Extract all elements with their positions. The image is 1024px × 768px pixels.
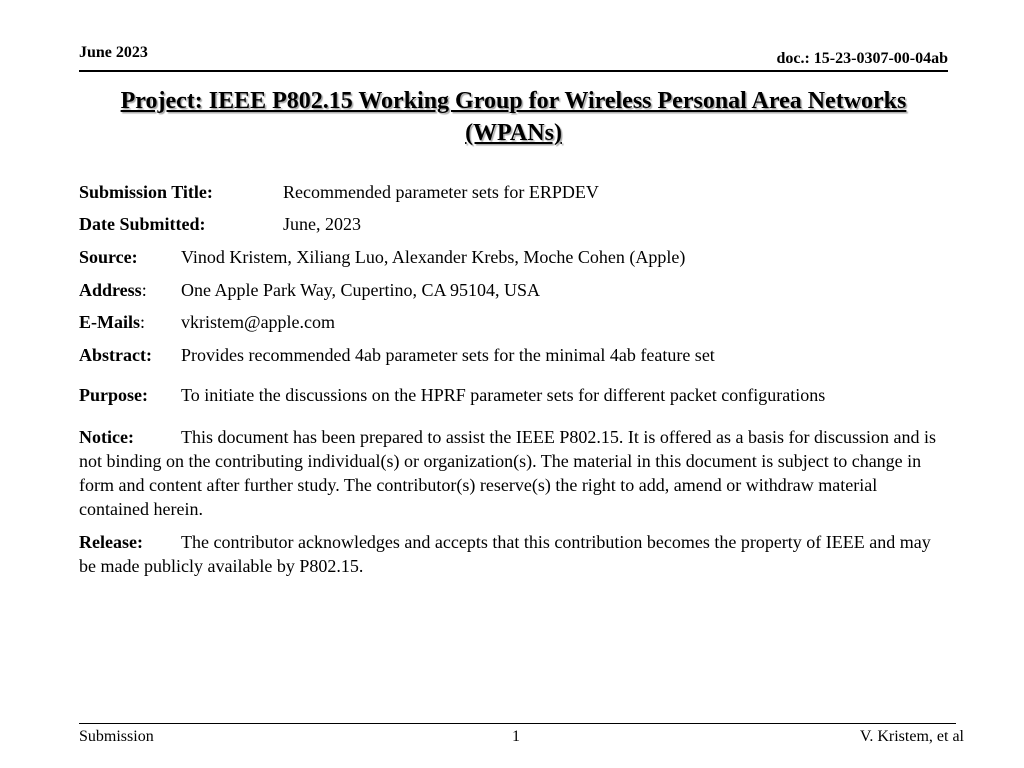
notice-text: This document has been prepared to assist the IEEE P802.15. It is offered as a basis for discussion and is not binding on the contributing individual(s) or organization(s). The material in this document is subject to change in form and content after further study. The contributor(s) reserve(s) the right to add, amend or withdraw material contained herein. <box>79 427 937 519</box>
header-date: June 2023 <box>79 44 148 61</box>
purpose-value: To initiate the discussions on the HPRF parameter sets for different packet configurations <box>181 385 826 405</box>
emails-label-text: E-Mails <box>79 312 140 332</box>
abstract-value: Provides recommended 4ab parameter sets for the minimal 4ab feature set <box>181 345 715 365</box>
header-doc-number: doc.: 15-23-0307-00-04ab <box>776 50 948 67</box>
date-submitted-value: June, 2023 <box>283 214 361 234</box>
emails-label <box>79 311 145 333</box>
address-label-colon: : <box>141 280 147 300</box>
source-value: Vinod Kristem, Xiliang Luo, Alexander Krebs, Moche Cohen (Apple) <box>181 247 686 267</box>
footer-divider <box>79 723 956 724</box>
address-value: One Apple Park Way, Cupertino, CA 95104, USA <box>181 280 541 300</box>
purpose-label: Purpose: <box>79 385 148 405</box>
footer-page-number: 1 <box>512 728 520 745</box>
address-label-text: Address <box>79 280 142 300</box>
abstract-label: Abstract: <box>79 345 152 365</box>
page-title <box>79 85 948 149</box>
notice-label: Notice: <box>79 427 134 447</box>
header-divider <box>79 70 948 72</box>
date-submitted-label: Date Submitted: <box>79 214 206 234</box>
title-line-1: Project: IEEE P802.15 Working Group for Wireless Personal Area Networks <box>120 88 907 114</box>
title-line-2: (WPANs) <box>465 120 562 146</box>
submission-title-label: Submission Title: <box>79 182 213 202</box>
footer-submission: Submission <box>79 728 154 745</box>
release-paragraph <box>79 530 949 578</box>
submission-title-value: Recommended parameter sets for ERPDEV <box>283 182 599 202</box>
source-label: Source: <box>79 247 138 267</box>
emails-label-colon: : <box>140 312 146 332</box>
release-text: The contributor acknowledges and accepts that this contribution becomes the property of IEEE and may be made publicly available by P802.15. <box>79 532 931 576</box>
notice-paragraph <box>79 425 949 521</box>
address-label <box>79 279 147 301</box>
emails-value: vkristem@apple.com <box>181 312 336 332</box>
release-label: Release: <box>79 532 143 552</box>
footer-author: V. Kristem, et al <box>859 728 964 745</box>
